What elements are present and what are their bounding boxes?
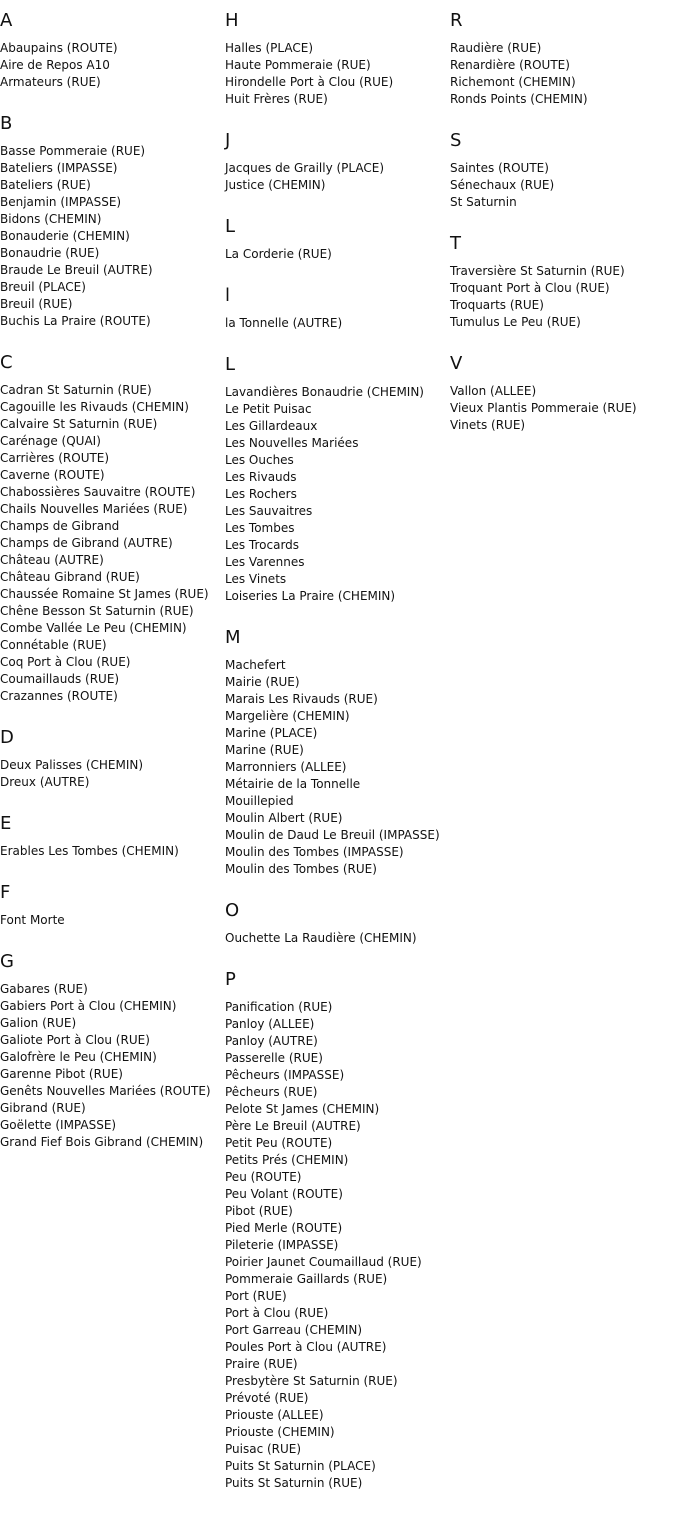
street-name: Pêcheurs (IMPASSE) — [225, 1068, 345, 1082]
street-name: Mairie (RUE) — [225, 675, 300, 689]
street-name: Combe Vallée Le Peu (CHEMIN) — [0, 621, 187, 635]
street-name: Basse Pommeraie (RUE) — [0, 144, 146, 158]
letter-heading: E — [0, 813, 12, 834]
street-name: Prévoté (RUE) — [225, 1391, 309, 1405]
street-name: Château (AUTRE) — [0, 553, 104, 567]
street-column — [450, 10, 675, 456]
street-name: Les Ouches — [225, 453, 294, 467]
street-name: Marais Les Rivauds (RUE) — [225, 692, 378, 706]
street-name: Hirondelle Port à Clou (RUE) — [225, 75, 394, 89]
street-name: Bateliers (IMPASSE) — [0, 161, 118, 175]
street-name: Les Rochers — [225, 487, 297, 501]
letter-heading: L — [225, 354, 236, 375]
street-name: La Corderie (RUE) — [225, 247, 332, 261]
street-name: Port Garreau (CHEMIN) — [225, 1323, 363, 1337]
street-name: Puisac (RUE) — [225, 1442, 302, 1456]
street-name: Dreux (AUTRE) — [0, 775, 90, 789]
letter-group — [225, 285, 450, 332]
street-name: Tumulus Le Peu (RUE) — [450, 315, 581, 329]
street-name: Vieux Plantis Pommeraie (RUE) — [450, 401, 637, 415]
street-name: Moulin Albert (RUE) — [225, 811, 343, 825]
letter-heading: S — [450, 130, 462, 151]
street-name: Mouillepied — [225, 794, 294, 808]
street-name: Benjamin (IMPASSE) — [0, 195, 122, 209]
street-name: Praire (RUE) — [225, 1357, 298, 1371]
street-name: Machefert — [225, 658, 286, 672]
street-name: Vallon (ALLEE) — [450, 384, 537, 398]
street-name: Les Tombes — [225, 521, 295, 535]
letter-group — [450, 10, 675, 108]
letter-heading: P — [225, 969, 236, 990]
street-name: Troquant Port à Clou (RUE) — [450, 281, 610, 295]
letter-group — [450, 130, 675, 211]
letter-group — [0, 813, 225, 860]
street-name: Gibrand (RUE) — [0, 1101, 86, 1115]
street-name: Pileterie (IMPASSE) — [225, 1238, 339, 1252]
street-name: Pibot (RUE) — [225, 1204, 293, 1218]
street-name: Les Varennes — [225, 555, 305, 569]
street-name: Cagouille les Rivauds (CHEMIN) — [0, 400, 189, 414]
street-name: Aire de Repos A10 — [0, 58, 110, 72]
street-name: Breuil (PLACE) — [0, 280, 86, 294]
street-name: Coumaillauds (RUE) — [0, 672, 120, 686]
street-name: Panification (RUE) — [225, 1000, 333, 1014]
street-name: Chails Nouvelles Mariées (RUE) — [0, 502, 188, 516]
street-name: Abaupains (ROUTE) — [0, 41, 118, 55]
letter-heading: A — [0, 10, 13, 31]
letter-group — [0, 727, 225, 791]
letter-heading: B — [0, 113, 13, 134]
street-name: Traversière St Saturnin (RUE) — [450, 264, 625, 278]
street-name: Presbytère St Saturnin (RUE) — [225, 1374, 398, 1388]
letter-group — [450, 353, 675, 434]
street-name: Connétable (RUE) — [0, 638, 107, 652]
street-name: Chabossières Sauvaitre (ROUTE) — [0, 485, 196, 499]
letter-heading: G — [0, 951, 14, 972]
street-name: Marine (RUE) — [225, 743, 304, 757]
street-name: Galofrère le Peu (CHEMIN) — [0, 1050, 157, 1064]
street-name: Vinets (RUE) — [450, 418, 526, 432]
street-name: Poules Port à Clou (AUTRE) — [225, 1340, 387, 1354]
street-name: Petit Peu (ROUTE) — [225, 1136, 333, 1150]
street-name: Erables Les Tombes (CHEMIN) — [0, 844, 179, 858]
street-name: Breuil (RUE) — [0, 297, 73, 311]
letter-group — [450, 233, 675, 331]
letter-heading: F — [0, 882, 11, 903]
street-name: Crazannes (ROUTE) — [0, 689, 118, 703]
street-name: Cadran St Saturnin (RUE) — [0, 383, 152, 397]
street-name: Genêts Nouvelles Mariées (ROUTE) — [0, 1084, 211, 1098]
street-name: Raudière (RUE) — [450, 41, 542, 55]
street-name: Père Le Breuil (AUTRE) — [225, 1119, 361, 1133]
street-name: Port (RUE) — [225, 1289, 287, 1303]
street-name: St Saturnin — [450, 195, 517, 209]
street-name: Pelote St James (CHEMIN) — [225, 1102, 380, 1116]
street-name: Buchis La Praire (ROUTE) — [0, 314, 151, 328]
street-name: Bateliers (RUE) — [0, 178, 91, 192]
street-name: Gabiers Port à Clou (CHEMIN) — [0, 999, 177, 1013]
street-name: Château Gibrand (RUE) — [0, 570, 140, 584]
street-name: Richemont (CHEMIN) — [450, 75, 576, 89]
street-name: Petits Prés (CHEMIN) — [225, 1153, 349, 1167]
street-name: Priouste (ALLEE) — [225, 1408, 324, 1422]
street-name: Passerelle (RUE) — [225, 1051, 323, 1065]
street-name: Margelière (CHEMIN) — [225, 709, 350, 723]
street-name: Moulin de Daud Le Breuil (IMPASSE) — [225, 828, 440, 842]
street-name: Carénage (QUAI) — [0, 434, 101, 448]
street-name: Ouchette La Raudière (CHEMIN) — [225, 931, 417, 945]
street-name: Panloy (AUTRE) — [225, 1034, 318, 1048]
street-name: Priouste (CHEMIN) — [225, 1425, 335, 1439]
street-name: Calvaire St Saturnin (RUE) — [0, 417, 158, 431]
street-name: Bidons (CHEMIN) — [0, 212, 102, 226]
street-name: Les Sauvaitres — [225, 504, 313, 518]
street-name: Pêcheurs (RUE) — [225, 1085, 318, 1099]
letter-heading: V — [450, 353, 463, 374]
letter-heading: T — [450, 233, 461, 254]
street-name: Marine (PLACE) — [225, 726, 318, 740]
letter-heading: J — [225, 130, 231, 151]
street-name: Pommeraie Gaillards (RUE) — [225, 1272, 388, 1286]
street-name: Braude Le Breuil (AUTRE) — [0, 263, 153, 277]
street-name: Garenne Pibot (RUE) — [0, 1067, 123, 1081]
letter-heading: l — [225, 285, 231, 306]
street-name: Moulin des Tombes (IMPASSE) — [225, 845, 404, 859]
street-name: Puits St Saturnin (RUE) — [225, 1476, 363, 1490]
letter-group — [225, 627, 450, 878]
street-name: Champs de Gibrand — [0, 519, 120, 533]
street-name: Ronds Points (CHEMIN) — [450, 92, 588, 106]
street-name: Haute Pommeraie (RUE) — [225, 58, 371, 72]
street-name: la Tonnelle (AUTRE) — [225, 316, 343, 330]
letter-group — [225, 354, 450, 605]
street-name: Les Trocards — [225, 538, 300, 552]
street-name: Métairie de la Tonnelle — [225, 777, 361, 791]
street-name: Galion (RUE) — [0, 1016, 77, 1030]
letter-group — [0, 10, 225, 91]
street-name: Font Morte — [0, 913, 65, 927]
street-name: Champs de Gibrand (AUTRE) — [0, 536, 173, 550]
street-name: Loiseries La Praire (CHEMIN) — [225, 589, 396, 603]
street-name: Armateurs (RUE) — [0, 75, 101, 89]
street-name: Le Petit Puisac — [225, 402, 312, 416]
letter-group — [225, 10, 450, 108]
street-name: Carrières (ROUTE) — [0, 451, 110, 465]
street-name: Bonaudrie (RUE) — [0, 246, 100, 260]
street-name: Lavandières Bonaudrie (CHEMIN) — [225, 385, 424, 399]
street-name: Les Rivauds — [225, 470, 297, 484]
street-column — [0, 10, 225, 1173]
street-name: Moulin des Tombes (RUE) — [225, 862, 377, 876]
street-name: Bonauderie (CHEMIN) — [0, 229, 130, 243]
letter-heading: L — [225, 216, 236, 237]
street-name: Coq Port à Clou (RUE) — [0, 655, 131, 669]
letter-group — [0, 882, 225, 929]
street-name: Les Vinets — [225, 572, 287, 586]
letter-group — [225, 900, 450, 947]
street-name: Chaussée Romaine St James (RUE) — [0, 587, 209, 601]
letter-group — [0, 951, 225, 1151]
street-name: Poirier Jaunet Coumaillaud (RUE) — [225, 1255, 422, 1269]
street-name: Galiote Port à Clou (RUE) — [0, 1033, 150, 1047]
letter-heading: C — [0, 352, 13, 373]
street-name: Chêne Besson St Saturnin (RUE) — [0, 604, 194, 618]
street-name: Renardière (ROUTE) — [450, 58, 570, 72]
letter-heading: R — [450, 10, 463, 31]
street-name: Grand Fief Bois Gibrand (CHEMIN) — [0, 1135, 204, 1149]
street-name: Les Gillardeaux — [225, 419, 318, 433]
letter-heading: H — [225, 10, 239, 31]
street-name: Gabares (RUE) — [0, 982, 88, 996]
letter-heading: M — [225, 627, 241, 648]
street-name: Puits St Saturnin (PLACE) — [225, 1459, 376, 1473]
street-name: Peu Volant (ROUTE) — [225, 1187, 343, 1201]
street-name: Deux Palisses (CHEMIN) — [0, 758, 144, 772]
street-name: Les Nouvelles Mariées — [225, 436, 359, 450]
letter-group — [0, 113, 225, 330]
street-name: Caverne (ROUTE) — [0, 468, 105, 482]
street-name: Huit Frères (RUE) — [225, 92, 328, 106]
street-name: Saintes (ROUTE) — [450, 161, 549, 175]
letter-group — [225, 969, 450, 1492]
street-name: Jacques de Grailly (PLACE) — [225, 161, 384, 175]
letter-heading: D — [0, 727, 14, 748]
street-name: Halles (PLACE) — [225, 41, 314, 55]
street-name: Sénechaux (RUE) — [450, 178, 555, 192]
street-name: Peu (ROUTE) — [225, 1170, 302, 1184]
street-name: Panloy (ALLEE) — [225, 1017, 315, 1031]
letter-group — [225, 216, 450, 263]
street-column — [225, 10, 450, 1514]
street-name: Pied Merle (ROUTE) — [225, 1221, 343, 1235]
street-name: Marronniers (ALLEE) — [225, 760, 347, 774]
street-name: Troquarts (RUE) — [450, 298, 544, 312]
letter-group — [225, 130, 450, 194]
street-name: Justice (CHEMIN) — [225, 178, 326, 192]
letter-heading: O — [225, 900, 240, 921]
letter-group — [0, 352, 225, 705]
street-name: Goëlette (IMPASSE) — [0, 1118, 117, 1132]
street-name: Port à Clou (RUE) — [225, 1306, 329, 1320]
